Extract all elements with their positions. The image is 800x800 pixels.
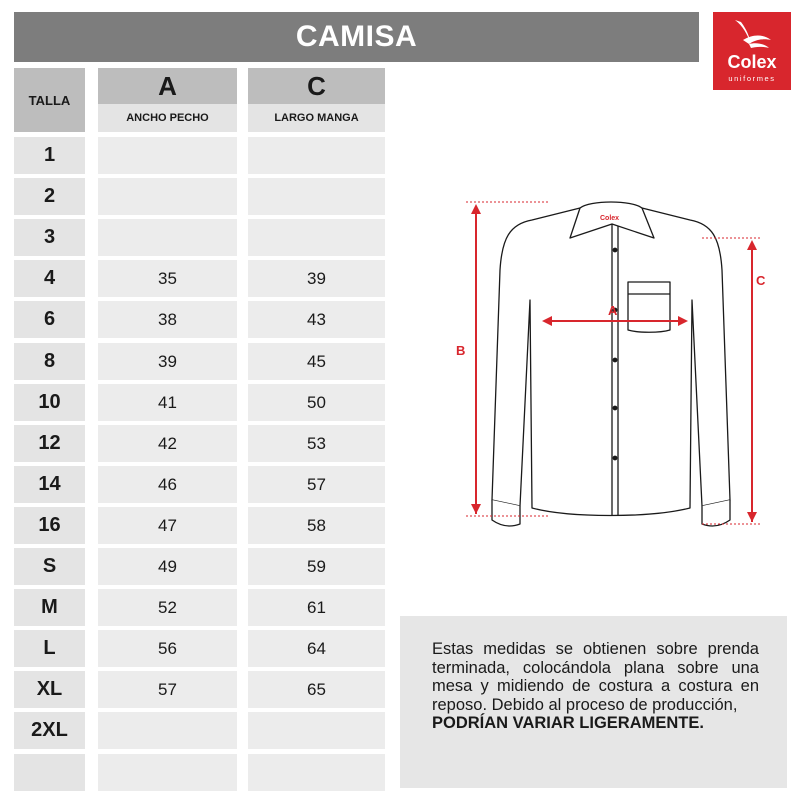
largo-manga-cell [248,137,385,174]
ancho-pecho-cell: 52 [98,589,237,626]
ancho-pecho-cell: 49 [98,548,237,585]
largo-manga-cell [248,219,385,256]
ancho-pecho-cell: 41 [98,384,237,421]
ancho-pecho-cell: 39 [98,343,237,380]
size-cell: 10 [14,384,85,421]
size-cell: 6 [14,301,85,338]
note-emphasis: PODRÍAN VARIAR LIGERAMENTE. [432,714,704,732]
ancho-pecho-cell [98,712,237,749]
largo-manga-cell: 43 [248,301,385,338]
size-cell: M [14,589,85,626]
largo-manga-cell: 61 [248,589,385,626]
ancho-pecho-cell: 46 [98,466,237,503]
size-cell: 3 [14,219,85,256]
page-title: CAMISA [295,20,418,53]
note-text: Estas medidas se obtienen sobre prenda terminada, colocándola plana sobre una mesa y midiendo de costura a costura en reposo. Debido al proceso de producción, [432,640,759,714]
size-column-header: TALLA [14,68,85,132]
shirt-diagram [440,190,785,535]
largo-manga-cell [248,712,385,749]
ancho-pecho-cell: 47 [98,507,237,544]
column-c-label: LARGO MANGA [248,104,385,132]
ancho-pecho-cell: 57 [98,671,237,708]
ancho-pecho-cell: 38 [98,301,237,338]
ancho-pecho-cell [98,137,237,174]
size-cell: 4 [14,260,85,297]
largo-manga-cell: 59 [248,548,385,585]
size-cell [14,754,85,791]
shirt-outline-icon [492,202,730,526]
largo-manga-cell: 64 [248,630,385,667]
size-cell: 16 [14,507,85,544]
largo-manga-cell: 50 [248,384,385,421]
size-cell: S [14,548,85,585]
size-cell: 2 [14,178,85,215]
ancho-pecho-cell [98,219,237,256]
logo-sub-text: uniformes [728,74,776,83]
measurement-note [400,616,787,788]
largo-manga-cell [248,178,385,215]
column-a-label: ANCHO PECHO [98,104,237,132]
collar-brand-label: Colex [600,215,620,222]
largo-manga-cell: 57 [248,466,385,503]
ancho-pecho-cell [98,754,237,791]
logo-brand-text: Colex [727,52,777,72]
bird-logo-icon [713,12,791,54]
size-cell: 2XL [14,712,85,749]
ancho-pecho-cell: 42 [98,425,237,462]
measurement-a-label: A [608,303,618,318]
size-cell: 14 [14,466,85,503]
largo-manga-cell: 65 [248,671,385,708]
largo-manga-cell: 39 [248,260,385,297]
largo-manga-cell: 45 [248,343,385,380]
size-cell: 8 [14,343,85,380]
ancho-pecho-cell [98,178,237,215]
title-bar [14,12,699,62]
ancho-pecho-cell: 56 [98,630,237,667]
note-paragraph [432,640,759,733]
size-cell: 1 [14,137,85,174]
largo-manga-cell: 58 [248,507,385,544]
brand-logo [713,12,791,90]
ancho-pecho-cell: 35 [98,260,237,297]
column-a-letter: A [98,68,237,104]
largo-manga-cell: 53 [248,425,385,462]
measurement-b-label: B [456,343,466,358]
column-c-letter: C [248,68,385,104]
size-cell: L [14,630,85,667]
size-cell: XL [14,671,85,708]
measurement-c-label: C [756,273,766,288]
size-cell: 12 [14,425,85,462]
largo-manga-cell [248,754,385,791]
